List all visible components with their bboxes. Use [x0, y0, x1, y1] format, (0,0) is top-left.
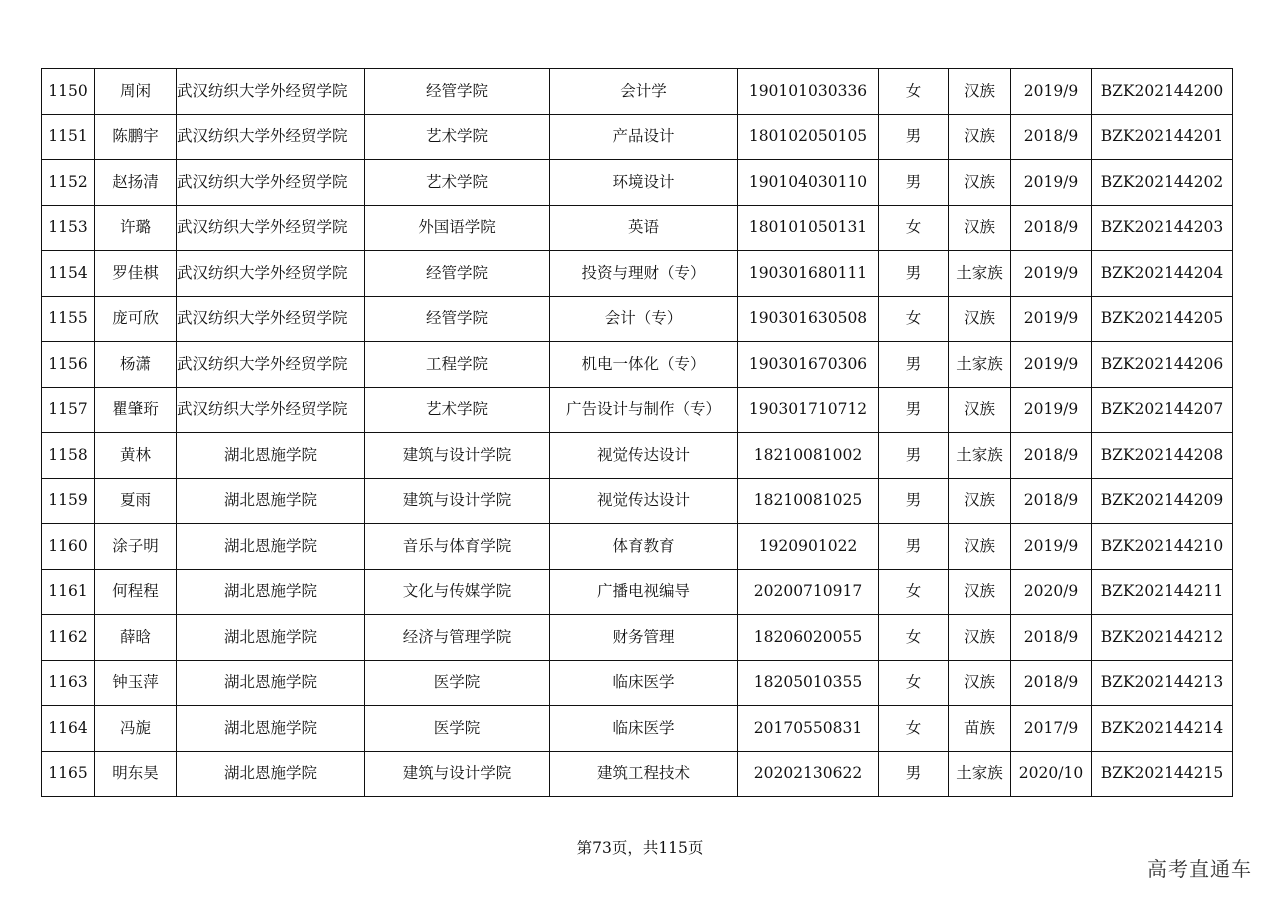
- ethnicity-cell: 汉族: [949, 478, 1011, 524]
- student-name-cell: 黄林: [95, 433, 177, 479]
- school-cell: 武汉纺织大学外经贸学院: [177, 296, 365, 342]
- row-number-cell: 1161: [42, 569, 95, 615]
- table-row: [42, 478, 1233, 524]
- student-name-cell: 何程程: [95, 569, 177, 615]
- student-id-cell: 190104030110: [738, 160, 879, 206]
- student-name-cell: 陈鹏宇: [95, 114, 177, 160]
- ethnicity-cell: 汉族: [949, 160, 1011, 206]
- student-name-cell: 赵扬清: [95, 160, 177, 206]
- student-id-cell: 180102050105: [738, 114, 879, 160]
- student-name-cell: 薛晗: [95, 615, 177, 661]
- major-cell: 广告设计与制作（专）: [550, 387, 738, 433]
- school-cell: 湖北恩施学院: [177, 615, 365, 661]
- certificate-code-cell: BZK202144212: [1092, 615, 1233, 661]
- row-number-cell: 1154: [42, 251, 95, 297]
- gender-cell: 女: [879, 569, 949, 615]
- school-cell: 湖北恩施学院: [177, 660, 365, 706]
- gender-cell: 男: [879, 524, 949, 570]
- student-name-cell: 涂子明: [95, 524, 177, 570]
- college-cell: 艺术学院: [365, 387, 550, 433]
- certificate-code-cell: BZK202144200: [1092, 69, 1233, 115]
- certificate-code-cell: BZK202144206: [1092, 342, 1233, 388]
- enrollment-date-cell: 2018/9: [1011, 615, 1092, 661]
- table-row: [42, 114, 1233, 160]
- student-id-cell: 18205010355: [738, 660, 879, 706]
- enrollment-date-cell: 2019/9: [1011, 524, 1092, 570]
- student-id-cell: 20200710917: [738, 569, 879, 615]
- table-row: [42, 342, 1233, 388]
- enrollment-date-cell: 2018/9: [1011, 205, 1092, 251]
- school-cell: 武汉纺织大学外经贸学院: [177, 114, 365, 160]
- school-cell: 武汉纺织大学外经贸学院: [177, 69, 365, 115]
- table-row: [42, 251, 1233, 297]
- student-id-cell: 20202130622: [738, 751, 879, 797]
- student-roster-table: [41, 68, 1233, 797]
- gender-cell: 男: [879, 114, 949, 160]
- certificate-code-cell: BZK202144210: [1092, 524, 1233, 570]
- student-id-cell: 18210081002: [738, 433, 879, 479]
- school-cell: 湖北恩施学院: [177, 524, 365, 570]
- table-row: [42, 296, 1233, 342]
- student-name-cell: 周闲: [95, 69, 177, 115]
- table-row: [42, 706, 1233, 752]
- student-name-cell: 瞿肇珩: [95, 387, 177, 433]
- table-row: [42, 524, 1233, 570]
- ethnicity-cell: 土家族: [949, 433, 1011, 479]
- student-name-cell: 杨潇: [95, 342, 177, 388]
- row-number-cell: 1163: [42, 660, 95, 706]
- major-cell: 会计学: [550, 69, 738, 115]
- roster-body: [42, 69, 1233, 797]
- student-id-cell: 18206020055: [738, 615, 879, 661]
- gender-cell: 女: [879, 296, 949, 342]
- student-id-cell: 1920901022: [738, 524, 879, 570]
- school-cell: 湖北恩施学院: [177, 706, 365, 752]
- table-row: [42, 160, 1233, 206]
- table-row: [42, 387, 1233, 433]
- major-cell: 会计（专）: [550, 296, 738, 342]
- college-cell: 经管学院: [365, 69, 550, 115]
- major-cell: 临床医学: [550, 660, 738, 706]
- student-name-cell: 罗佳棋: [95, 251, 177, 297]
- college-cell: 音乐与体育学院: [365, 524, 550, 570]
- college-cell: 工程学院: [365, 342, 550, 388]
- major-cell: 英语: [550, 205, 738, 251]
- gender-cell: 女: [879, 69, 949, 115]
- enrollment-date-cell: 2017/9: [1011, 706, 1092, 752]
- ethnicity-cell: 汉族: [949, 69, 1011, 115]
- row-number-cell: 1156: [42, 342, 95, 388]
- certificate-code-cell: BZK202144205: [1092, 296, 1233, 342]
- major-cell: 投资与理财（专）: [550, 251, 738, 297]
- enrollment-date-cell: 2019/9: [1011, 296, 1092, 342]
- college-cell: 医学院: [365, 706, 550, 752]
- college-cell: 经管学院: [365, 296, 550, 342]
- enrollment-date-cell: 2018/9: [1011, 114, 1092, 160]
- gender-cell: 女: [879, 205, 949, 251]
- ethnicity-cell: 土家族: [949, 342, 1011, 388]
- row-number-cell: 1160: [42, 524, 95, 570]
- college-cell: 经管学院: [365, 251, 550, 297]
- gender-cell: 男: [879, 342, 949, 388]
- student-id-cell: 190301710712: [738, 387, 879, 433]
- ethnicity-cell: 汉族: [949, 296, 1011, 342]
- certificate-code-cell: BZK202144204: [1092, 251, 1233, 297]
- school-cell: 湖北恩施学院: [177, 478, 365, 524]
- enrollment-date-cell: 2019/9: [1011, 342, 1092, 388]
- certificate-code-cell: BZK202144214: [1092, 706, 1233, 752]
- major-cell: 视觉传达设计: [550, 478, 738, 524]
- ethnicity-cell: 汉族: [949, 524, 1011, 570]
- major-cell: 广播电视编导: [550, 569, 738, 615]
- student-name-cell: 许璐: [95, 205, 177, 251]
- row-number-cell: 1165: [42, 751, 95, 797]
- gender-cell: 男: [879, 433, 949, 479]
- certificate-code-cell: BZK202144215: [1092, 751, 1233, 797]
- row-number-cell: 1151: [42, 114, 95, 160]
- major-cell: 体育教育: [550, 524, 738, 570]
- major-cell: 财务管理: [550, 615, 738, 661]
- certificate-code-cell: BZK202144207: [1092, 387, 1233, 433]
- student-name-cell: 明东昊: [95, 751, 177, 797]
- school-cell: 武汉纺织大学外经贸学院: [177, 342, 365, 388]
- enrollment-date-cell: 2019/9: [1011, 387, 1092, 433]
- table-row: [42, 205, 1233, 251]
- enrollment-date-cell: 2020/9: [1011, 569, 1092, 615]
- row-number-cell: 1162: [42, 615, 95, 661]
- student-id-cell: 190101030336: [738, 69, 879, 115]
- gender-cell: 男: [879, 251, 949, 297]
- ethnicity-cell: 汉族: [949, 569, 1011, 615]
- major-cell: 视觉传达设计: [550, 433, 738, 479]
- table-row: [42, 569, 1233, 615]
- college-cell: 建筑与设计学院: [365, 433, 550, 479]
- ethnicity-cell: 土家族: [949, 751, 1011, 797]
- gender-cell: 男: [879, 160, 949, 206]
- school-cell: 武汉纺织大学外经贸学院: [177, 160, 365, 206]
- enrollment-date-cell: 2018/9: [1011, 433, 1092, 479]
- school-cell: 湖北恩施学院: [177, 433, 365, 479]
- student-name-cell: 冯旎: [95, 706, 177, 752]
- gender-cell: 女: [879, 706, 949, 752]
- certificate-code-cell: BZK202144203: [1092, 205, 1233, 251]
- enrollment-date-cell: 2018/9: [1011, 478, 1092, 524]
- ethnicity-cell: 汉族: [949, 114, 1011, 160]
- major-cell: 临床医学: [550, 706, 738, 752]
- student-id-cell: 190301630508: [738, 296, 879, 342]
- student-id-cell: 18210081025: [738, 478, 879, 524]
- gender-cell: 男: [879, 387, 949, 433]
- student-name-cell: 夏雨: [95, 478, 177, 524]
- college-cell: 建筑与设计学院: [365, 751, 550, 797]
- ethnicity-cell: 汉族: [949, 615, 1011, 661]
- major-cell: 建筑工程技术: [550, 751, 738, 797]
- college-cell: 建筑与设计学院: [365, 478, 550, 524]
- certificate-code-cell: BZK202144211: [1092, 569, 1233, 615]
- certificate-code-cell: BZK202144208: [1092, 433, 1233, 479]
- student-id-cell: 20170550831: [738, 706, 879, 752]
- student-id-cell: 190301680111: [738, 251, 879, 297]
- major-cell: 机电一体化（专）: [550, 342, 738, 388]
- school-cell: 武汉纺织大学外经贸学院: [177, 205, 365, 251]
- row-number-cell: 1157: [42, 387, 95, 433]
- row-number-cell: 1159: [42, 478, 95, 524]
- college-cell: 艺术学院: [365, 160, 550, 206]
- student-name-cell: 钟玉萍: [95, 660, 177, 706]
- ethnicity-cell: 汉族: [949, 387, 1011, 433]
- table-row: [42, 751, 1233, 797]
- college-cell: 外国语学院: [365, 205, 550, 251]
- gender-cell: 男: [879, 478, 949, 524]
- table-row: [42, 69, 1233, 115]
- student-name-cell: 庞可欣: [95, 296, 177, 342]
- enrollment-date-cell: 2019/9: [1011, 251, 1092, 297]
- ethnicity-cell: 汉族: [949, 660, 1011, 706]
- table-row: [42, 660, 1233, 706]
- table-row: [42, 433, 1233, 479]
- enrollment-date-cell: 2020/10: [1011, 751, 1092, 797]
- certificate-code-cell: BZK202144209: [1092, 478, 1233, 524]
- row-number-cell: 1152: [42, 160, 95, 206]
- page-number-footer: 第73页，共115页: [576, 839, 704, 857]
- row-number-cell: 1155: [42, 296, 95, 342]
- gender-cell: 男: [879, 751, 949, 797]
- school-cell: 武汉纺织大学外经贸学院: [177, 251, 365, 297]
- school-cell: 湖北恩施学院: [177, 751, 365, 797]
- student-id-cell: 190301670306: [738, 342, 879, 388]
- certificate-code-cell: BZK202144202: [1092, 160, 1233, 206]
- enrollment-date-cell: 2019/9: [1011, 160, 1092, 206]
- college-cell: 医学院: [365, 660, 550, 706]
- student-id-cell: 180101050131: [738, 205, 879, 251]
- gender-cell: 女: [879, 660, 949, 706]
- college-cell: 艺术学院: [365, 114, 550, 160]
- ethnicity-cell: 汉族: [949, 205, 1011, 251]
- school-cell: 武汉纺织大学外经贸学院: [177, 387, 365, 433]
- certificate-code-cell: BZK202144213: [1092, 660, 1233, 706]
- watermark-text: 高考直通车: [1147, 857, 1252, 881]
- college-cell: 经济与管理学院: [365, 615, 550, 661]
- enrollment-date-cell: 2018/9: [1011, 660, 1092, 706]
- ethnicity-cell: 土家族: [949, 251, 1011, 297]
- enrollment-date-cell: 2019/9: [1011, 69, 1092, 115]
- certificate-code-cell: BZK202144201: [1092, 114, 1233, 160]
- ethnicity-cell: 苗族: [949, 706, 1011, 752]
- school-cell: 湖北恩施学院: [177, 569, 365, 615]
- row-number-cell: 1150: [42, 69, 95, 115]
- major-cell: 产品设计: [550, 114, 738, 160]
- table-row: [42, 615, 1233, 661]
- major-cell: 环境设计: [550, 160, 738, 206]
- gender-cell: 女: [879, 615, 949, 661]
- row-number-cell: 1158: [42, 433, 95, 479]
- row-number-cell: 1164: [42, 706, 95, 752]
- row-number-cell: 1153: [42, 205, 95, 251]
- college-cell: 文化与传媒学院: [365, 569, 550, 615]
